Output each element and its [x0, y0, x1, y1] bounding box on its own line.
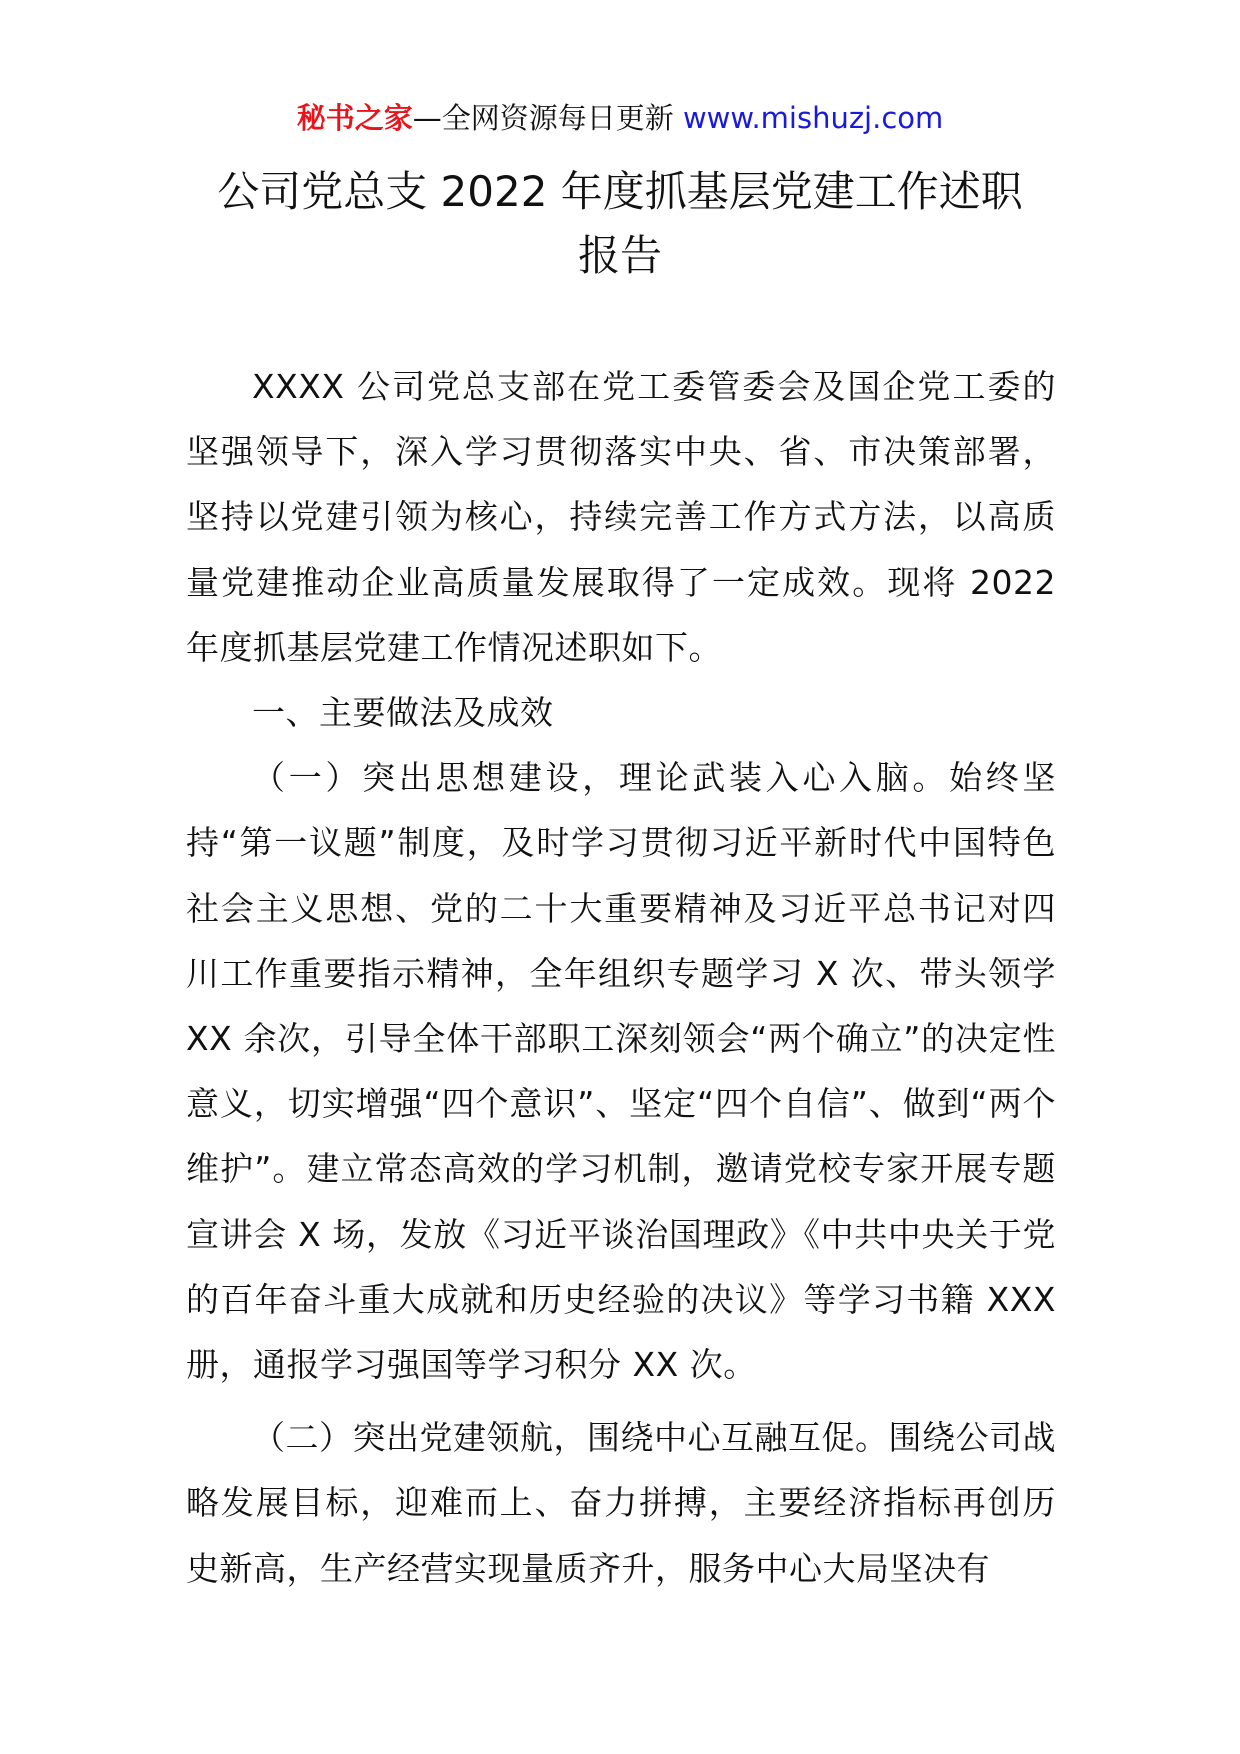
- subsection-paragraph-party-leadership: （二）突出党建领航，围绕中心互融互促。围绕公司战略发展目标，迎难而上、奋力拼搏，主要经济指标再创历史新高，生产经营实现量质齐升，服务中心大局坚决有: [186, 1418, 1056, 1588]
- subsection-paragraph-ideological-building: （一）突出思想建设，理论武装入心入脑。始终坚持“第一议题”制度，及时学习贯彻习近平新时代中国特色社会主义思想、党的二十大重要精神及习近平总书记对四川工作重要指示精神，全年组织专题学习 X 次、带头领学 XX 余次，引导全体干部职工深刻领会“两个确立”的决定性意义，切实增强“四个意识”、坚定“四个自信”、做到“两个维护”。建立常态高效的学习机制，邀请党校专家开展专题宣讲会 X 场，发放《习近平谈治国理政》《中共中央关于党的百年奋斗重大成就和历史经验的决议》等学习书籍 XXX 册，通报学习强国等学习积分 XX 次。: [186, 758, 1056, 1385]
- document-title-line-2: 报告: [577, 231, 662, 280]
- document-body: [186, 354, 1056, 1601]
- site-tagline: —全网资源每日更新: [412, 101, 674, 135]
- site-name: 秘书之家: [296, 101, 413, 135]
- document-title-line-1: 公司党总支 2022 年度抓基层党建工作述职: [217, 167, 1023, 216]
- section-heading-main-practices: 一、主要做法及成效: [252, 693, 554, 733]
- site-header: [0, 98, 1240, 138]
- site-url-link[interactable]: www.mishuzj.com: [682, 101, 944, 135]
- intro-paragraph: XXXX 公司党总支部在党工委管委会及国企党工委的坚强领导下，深入学习贯彻落实中央、省、市决策部署，坚持以党建引领为核心，持续完善工作方式方法，以高质量党建推动企业高质量发展取得了一定成效。现将 2022 年度抓基层党建工作情况述职如下。: [186, 367, 1056, 667]
- document-title: [150, 160, 1090, 288]
